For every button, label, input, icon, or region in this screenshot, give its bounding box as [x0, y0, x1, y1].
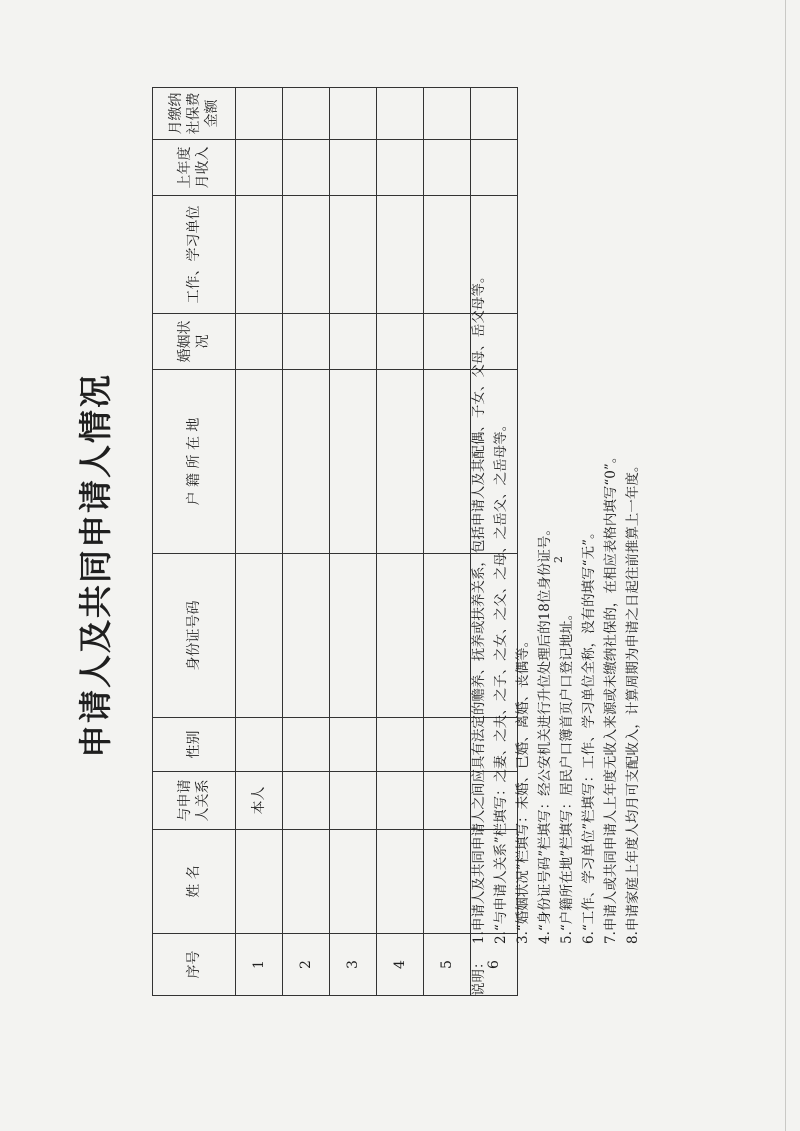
note-item [512, 88, 534, 996]
note-text: 5.“户籍所在地”栏填写：居民户口簿首页户口登记地址。 [559, 606, 575, 944]
note-item [578, 88, 600, 996]
table-row [377, 88, 424, 996]
note-item [534, 88, 556, 996]
cell-gender[interactable] [283, 718, 330, 772]
cell-marital-status[interactable] [236, 314, 283, 370]
document-title: 申请人及共同申请人情况 [76, 373, 115, 758]
cell-name[interactable] [377, 830, 424, 934]
cell-social-security[interactable] [424, 88, 471, 140]
header-social-security: 月缴纳社保费金额 [153, 88, 236, 140]
cell-name[interactable] [283, 830, 330, 934]
header-name: 姓 名 [153, 830, 236, 934]
header-work-unit: 工作、学习单位 [153, 196, 236, 314]
note-text: 2.“与申请人关系”栏填写：之妻、之夫、之子、之女、之父、之母、之岳父、之岳母等。 [493, 417, 509, 944]
cell-marital-status[interactable] [377, 314, 424, 370]
row-index: 1 [236, 934, 283, 996]
note-text: 7.申请人或共同申请人上年度无收入来源或未缴纳社保的，在相应表格内填写“0”。 [603, 449, 619, 944]
cell-social-security[interactable] [236, 88, 283, 140]
cell-relation: 本人 [236, 772, 283, 830]
cell-household-registration[interactable] [236, 370, 283, 554]
table-row [424, 88, 471, 996]
note-item [490, 88, 512, 996]
cell-relation[interactable] [377, 772, 424, 830]
cell-household-registration[interactable] [424, 370, 471, 554]
header-gender: 性别 [153, 718, 236, 772]
cell-marital-status[interactable] [283, 314, 330, 370]
header-household-registration: 户 籍 所 在 地 [153, 370, 236, 554]
table-header-row [153, 88, 236, 996]
header-monthly-income: 上年度月收入 [153, 140, 236, 196]
cell-household-registration[interactable] [330, 370, 377, 554]
cell-id-number[interactable] [424, 554, 471, 718]
cell-household-registration[interactable] [377, 370, 424, 554]
cell-gender[interactable] [377, 718, 424, 772]
cell-social-security[interactable] [330, 88, 377, 140]
header-marital-status: 婚姻状况 [153, 314, 236, 370]
note-item [556, 88, 578, 996]
header-id-number: 身份证号码 [153, 554, 236, 718]
cell-monthly-income[interactable] [236, 140, 283, 196]
row-index: 2 [283, 934, 330, 996]
note-text: 1.申请人及共同申请人之间应具有法定的赡养、抚养或扶养关系，包括申请人及其配偶、子女、父母、岳父母等。 [471, 269, 487, 944]
note-text: 3.“婚姻状况”栏填写：未婚、已婚、离婚、丧偶等。 [515, 633, 531, 944]
cell-household-registration[interactable] [283, 370, 330, 554]
table-row [330, 88, 377, 996]
page-number: 2 [552, 556, 565, 563]
cell-work-unit[interactable] [236, 196, 283, 314]
row-index: 3 [330, 934, 377, 996]
cell-id-number[interactable] [283, 554, 330, 718]
applicant-table [152, 87, 518, 996]
table-row [236, 88, 283, 996]
cell-marital-status[interactable] [424, 314, 471, 370]
cell-id-number[interactable] [330, 554, 377, 718]
cell-name[interactable] [330, 830, 377, 934]
cell-monthly-income[interactable] [424, 140, 471, 196]
cell-name[interactable] [424, 830, 471, 934]
cell-marital-status[interactable] [330, 314, 377, 370]
row-index: 5 [424, 934, 471, 996]
cell-relation[interactable] [330, 772, 377, 830]
cell-work-unit[interactable] [377, 196, 424, 314]
cell-relation[interactable] [424, 772, 471, 830]
cell-work-unit[interactable] [283, 196, 330, 314]
note-item [600, 88, 622, 996]
cell-id-number[interactable] [236, 554, 283, 718]
note-item [468, 88, 490, 996]
cell-monthly-income[interactable] [330, 140, 377, 196]
cell-work-unit[interactable] [330, 196, 377, 314]
cell-name[interactable] [236, 830, 283, 934]
cell-work-unit[interactable] [424, 196, 471, 314]
note-text: 8.申请家庭上年度人均月可支配收入，计算周期为申请之日起往前推算上一年度。 [625, 458, 641, 944]
table-row [283, 88, 330, 996]
note-item [622, 88, 644, 996]
cell-gender[interactable] [236, 718, 283, 772]
notes-section [468, 88, 644, 996]
cell-id-number[interactable] [377, 554, 424, 718]
cell-gender[interactable] [330, 718, 377, 772]
cell-social-security[interactable] [283, 88, 330, 140]
note-text: 4.“身份证号码”栏填写：经公安机关进行升位处理后的18位身份证号。 [537, 522, 553, 944]
cell-gender[interactable] [424, 718, 471, 772]
row-index: 4 [377, 934, 424, 996]
cell-monthly-income[interactable] [377, 140, 424, 196]
notes-lead: 说明： [471, 955, 487, 996]
note-text: 6.“工作、学习单位”栏填写：工作、学习单位全称，没有的填写“无”。 [581, 525, 597, 944]
cell-social-security[interactable] [377, 88, 424, 140]
cell-monthly-income[interactable] [283, 140, 330, 196]
header-relation: 与申请人关系 [153, 772, 236, 830]
row-index: 6 [471, 934, 518, 996]
cell-relation[interactable] [283, 772, 330, 830]
header-index: 序号 [153, 934, 236, 996]
